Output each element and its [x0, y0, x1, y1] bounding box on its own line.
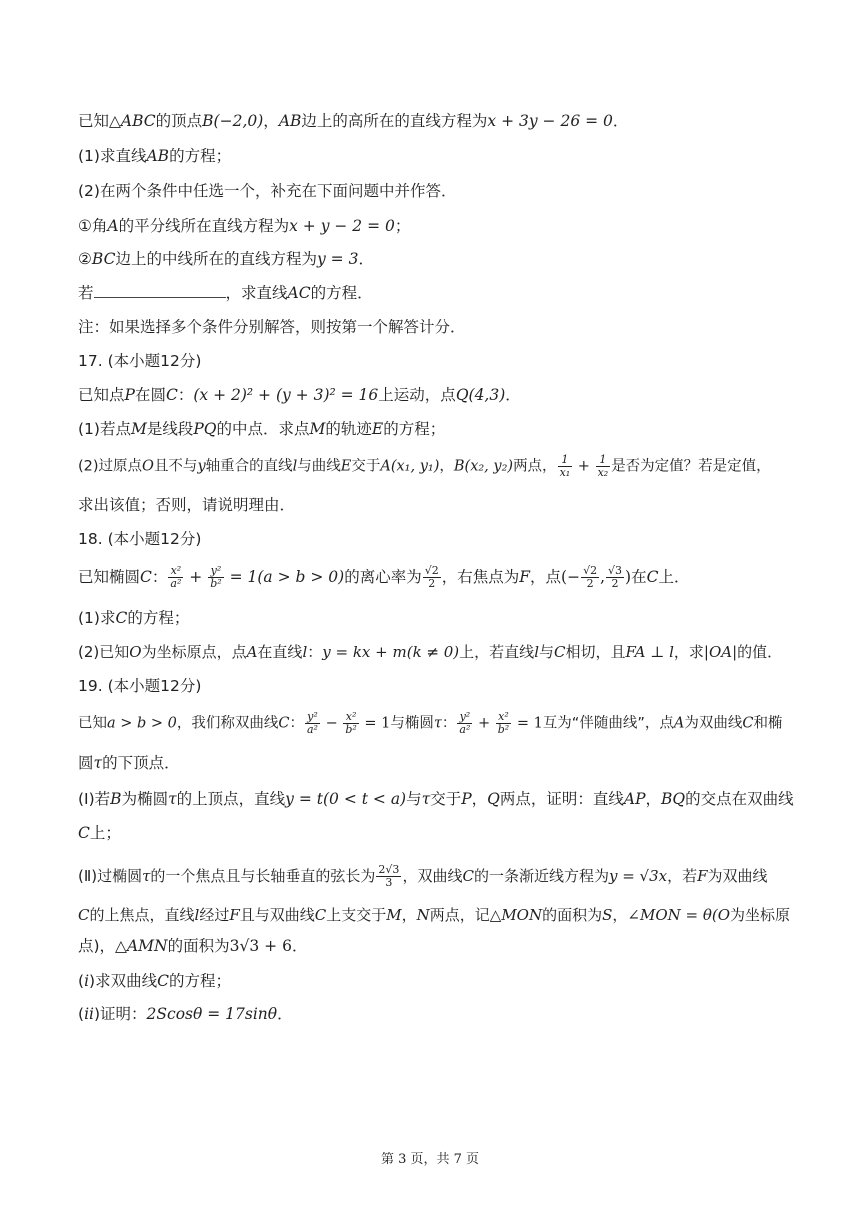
- fraction: [596, 454, 611, 479]
- numerator: y²: [305, 711, 320, 724]
- text: 经过: [199, 906, 230, 924]
- q16-intro: [78, 110, 790, 132]
- math: y = √3x: [608, 867, 668, 885]
- math: C: [157, 972, 169, 990]
- q18-intro: [78, 565, 790, 590]
- fraction: [305, 711, 320, 736]
- text: 的方程．: [310, 284, 373, 302]
- math: C: [140, 568, 152, 586]
- q16-if-line: [78, 282, 790, 304]
- question-header: 19. (本小题12分): [78, 677, 202, 695]
- text: ．: [505, 386, 521, 404]
- q19-intro: [78, 711, 790, 736]
- math: a > b > 0: [107, 715, 177, 732]
- q17-part2: [78, 454, 790, 479]
- text: ，: [612, 906, 628, 924]
- numerator: √3: [608, 564, 623, 577]
- math: MON: [501, 906, 543, 924]
- math: ii: [84, 1005, 94, 1023]
- text: 且不与: [153, 458, 198, 475]
- math: C: [314, 906, 327, 924]
- numerator: y²: [457, 711, 472, 724]
- text: 与曲线: [297, 458, 341, 475]
- q17-header: [78, 350, 790, 372]
- text: 圆: [78, 754, 94, 772]
- text: 两点，记△: [429, 906, 502, 924]
- math: O: [129, 643, 142, 661]
- text: ；: [394, 217, 411, 235]
- math: F: [697, 867, 708, 885]
- text: (2)过原点: [78, 458, 143, 475]
- q16-condition2: [78, 248, 790, 270]
- text: 为坐标原点，点: [141, 643, 247, 661]
- math: C: [78, 906, 90, 924]
- math: FA ⊥ l: [625, 643, 674, 661]
- math: F: [229, 906, 240, 924]
- q18-part2: [78, 641, 790, 663]
- text: 交于: [430, 790, 462, 808]
- text: ，右焦点为: [441, 568, 520, 586]
- math: ,: [600, 568, 606, 586]
- text: (1)求: [78, 609, 116, 627]
- numerator: √2: [424, 564, 439, 577]
- math: F: [519, 568, 530, 586]
- q18-header: [78, 528, 790, 550]
- math: y = 3: [316, 250, 359, 268]
- math: τ: [142, 867, 151, 885]
- text: ，: [471, 790, 488, 808]
- text: 轴重合的直线: [205, 458, 293, 475]
- text: ：: [307, 643, 323, 661]
- text: 已知△: [78, 112, 121, 130]
- text: ，若: [667, 867, 698, 885]
- math: AMN: [126, 937, 168, 955]
- text: (2)在两个条件中任选一个，补充在下面问题中并作答．: [78, 182, 457, 200]
- denominator: b²: [497, 723, 510, 736]
- question-header: 18. (本小题12分): [78, 530, 202, 548]
- math: l: [302, 643, 308, 661]
- text: 在: [631, 568, 647, 586]
- text: 的一条渐近线方程为: [473, 867, 609, 885]
- denominator: 2: [428, 577, 436, 590]
- math: τ: [93, 754, 103, 772]
- answer-blank: [94, 283, 226, 298]
- denominator: a²: [170, 577, 182, 590]
- text: 的上焦点，直线: [89, 906, 195, 924]
- math: M: [386, 906, 402, 924]
- q17-part1: [78, 418, 790, 440]
- text: (1)若点: [78, 420, 131, 438]
- text: ，: [401, 906, 417, 924]
- fraction: [208, 565, 223, 590]
- text: ，求直线: [225, 284, 288, 302]
- math: M: [130, 420, 147, 438]
- math: C: [462, 867, 474, 885]
- math: y = kx + m(k ≠ 0): [322, 643, 460, 661]
- math: C: [78, 824, 90, 842]
- q19-part2: [78, 864, 790, 889]
- text: )证明：: [93, 1005, 147, 1023]
- text: ：: [151, 568, 168, 586]
- text: 相切，且: [565, 643, 626, 661]
- fraction: [457, 711, 472, 736]
- numerator: y²: [208, 565, 223, 578]
- math: 3√3 + 6: [229, 937, 292, 955]
- text: 边上的高所在的直线方程为: [301, 112, 488, 130]
- denominator: x₁: [559, 466, 571, 479]
- fraction: [558, 454, 573, 479]
- math: = 1: [512, 715, 543, 732]
- denominator: x₂: [597, 466, 609, 479]
- math: BC: [91, 250, 116, 268]
- text: ．: [291, 937, 308, 955]
- denominator: 2: [586, 577, 594, 590]
- denominator: 2: [611, 577, 619, 590]
- denominator: b²: [210, 577, 222, 590]
- numerator: x²: [343, 711, 358, 724]
- q18-part1: [78, 607, 790, 629]
- q19-sub-i: [78, 970, 790, 992]
- math: C: [165, 386, 178, 404]
- math: AB: [146, 147, 170, 165]
- math: A(x₁, y₁): [380, 458, 440, 475]
- math: x + 3y − 26 = 0: [487, 112, 613, 130]
- numerator: 1: [596, 454, 611, 467]
- math: P: [461, 790, 472, 808]
- q17-intro: [78, 384, 790, 406]
- fraction: [343, 711, 358, 736]
- numerator: √2: [583, 564, 598, 577]
- math: B(−2,0): [202, 112, 264, 130]
- math: Q: [487, 790, 500, 808]
- q19-part1: [78, 788, 794, 810]
- q19-intro-cont: [78, 752, 790, 774]
- denominator: 3: [385, 876, 393, 889]
- denominator: a²: [459, 723, 471, 736]
- math: C: [115, 609, 128, 627]
- text: ：: [441, 715, 457, 732]
- text: )求双曲线: [89, 972, 158, 990]
- text: 互为“伴随曲线”，点: [542, 715, 674, 732]
- math: B: [110, 790, 122, 808]
- text: 与椭圆: [390, 715, 434, 732]
- text: 的平分线所在直线方程为: [118, 217, 290, 235]
- q19-sub-ii: [78, 1003, 790, 1025]
- math: l: [534, 643, 539, 661]
- math: +: [473, 715, 495, 732]
- denominator: a²: [307, 723, 318, 736]
- math: C: [554, 643, 566, 661]
- question-header: 17. (本小题12分): [78, 352, 202, 370]
- text: 在圆: [134, 386, 166, 404]
- math: l: [194, 906, 200, 924]
- math: AP: [623, 790, 646, 808]
- text: 的交点在双曲线: [685, 790, 794, 808]
- text: ①角: [78, 217, 108, 235]
- text: ．: [358, 250, 374, 268]
- math: PQ: [193, 420, 217, 438]
- text: ②: [78, 250, 92, 268]
- text: 已知点: [78, 386, 125, 404]
- text: 的方程；: [168, 972, 231, 990]
- text: ，我们称双曲线: [176, 715, 279, 732]
- text: 的值．: [737, 643, 783, 661]
- q19-part1-cont: [78, 822, 790, 844]
- math: N: [416, 906, 430, 924]
- math: τ: [168, 790, 177, 808]
- math: A: [673, 715, 685, 732]
- math: A: [246, 643, 258, 661]
- text: 在直线: [257, 643, 303, 661]
- text: (: [78, 972, 85, 990]
- math: ABC: [120, 112, 156, 130]
- numerator: x²: [496, 711, 511, 724]
- q16-part1: [78, 145, 790, 167]
- text: ．: [612, 112, 629, 130]
- math: P: [124, 386, 135, 404]
- math: l: [292, 458, 298, 475]
- denominator: b²: [345, 723, 357, 736]
- fraction: [376, 864, 401, 889]
- text: 为双曲线: [684, 715, 743, 732]
- text: 的方程；: [169, 147, 232, 165]
- q19-header: [78, 675, 790, 697]
- math: C: [278, 715, 290, 732]
- text: ，: [263, 112, 279, 130]
- text: 为坐标原: [730, 906, 791, 924]
- text: ，求: [673, 643, 704, 661]
- text: 的轨迹: [325, 420, 372, 438]
- text: 的离心率为: [344, 568, 422, 586]
- text: 点)，△: [78, 937, 127, 955]
- math: τ: [433, 715, 442, 732]
- text: 的顶点: [155, 112, 203, 130]
- text: (Ⅱ)过椭圆: [78, 867, 143, 885]
- text: 两点，: [513, 458, 557, 475]
- math: (x + 2)² + (y + 3)² = 16: [193, 386, 379, 404]
- math: +: [184, 568, 208, 586]
- text: 的方程；: [383, 420, 446, 438]
- math: = 1: [359, 715, 391, 732]
- q16-note: [78, 316, 790, 338]
- math: C: [742, 715, 754, 732]
- q16-condition1: [78, 215, 790, 237]
- fraction: [581, 565, 599, 590]
- fraction: [168, 565, 183, 590]
- text: 的面积为: [542, 906, 603, 924]
- text: 已知: [78, 715, 107, 732]
- text: 交于: [351, 458, 381, 475]
- text: 的方程；: [127, 609, 190, 627]
- text: 若: [78, 284, 94, 302]
- text: (Ⅰ)若: [78, 790, 111, 808]
- text: 是否为定值？若是定值，: [611, 458, 771, 475]
- text: 上运动，点: [378, 386, 456, 404]
- text: ．: [277, 1005, 293, 1023]
- math: BQ: [661, 790, 686, 808]
- math: Q(4,3): [455, 386, 506, 404]
- math: ∠MON = θ(O: [627, 906, 731, 924]
- text: 的面积为: [167, 937, 230, 955]
- page-footer: 第 3 页，共 7 页: [380, 1152, 480, 1167]
- math: C: [646, 568, 659, 586]
- math: S: [602, 906, 613, 924]
- text: 的中点．求点: [216, 420, 310, 438]
- fraction: [606, 565, 624, 590]
- math: 2Scosθ = 17sinθ: [146, 1005, 278, 1023]
- math: E: [371, 420, 384, 438]
- q19-part2-cont: [78, 904, 790, 926]
- text: 是线段: [146, 420, 194, 438]
- math: y: [197, 458, 206, 475]
- text: (2)已知: [78, 643, 130, 661]
- text: ，双曲线: [402, 867, 463, 885]
- text: 为椭圆: [121, 790, 169, 808]
- math: x + y − 2 = 0: [289, 217, 395, 235]
- math: τ: [421, 790, 431, 808]
- math: +: [573, 458, 595, 475]
- text: 已知椭圆: [78, 568, 141, 586]
- text: 的下顶点．: [102, 754, 180, 772]
- q16-part2: [78, 180, 790, 202]
- math: y = t(0 < t < a): [285, 790, 407, 808]
- text: 且与双曲线: [239, 906, 315, 924]
- text: 边上的中线所在的直线方程为: [115, 250, 317, 268]
- math: (−: [561, 568, 581, 586]
- text: ，: [439, 458, 454, 475]
- text: 为双曲线: [707, 867, 768, 885]
- text: 两点，证明：直线: [499, 790, 624, 808]
- fraction: [496, 711, 511, 736]
- numerator: 1: [558, 454, 573, 467]
- text: 的一个焦点且与长轴垂直的弦长为: [150, 867, 376, 885]
- q19-part2-cont2: [78, 935, 790, 957]
- math: ): [625, 568, 632, 586]
- text: ：: [177, 386, 194, 404]
- numerator: 2√3: [378, 863, 400, 876]
- text: (1)求直线: [78, 147, 147, 165]
- text: 注：如果选择多个条件分别解答，则按第一个解答计分．: [78, 318, 466, 336]
- math: AB: [278, 112, 302, 130]
- math: i: [84, 972, 90, 990]
- math: M: [309, 420, 326, 438]
- text: 与: [539, 643, 555, 661]
- math: AC: [287, 284, 311, 302]
- text: 求出该值；否则，请说明理由．: [78, 496, 296, 514]
- numerator: x²: [168, 565, 183, 578]
- text: ：: [289, 715, 304, 732]
- math: E: [340, 458, 352, 475]
- math: = 1(a > b > 0): [224, 568, 345, 586]
- text: 上．: [658, 568, 690, 586]
- math: A: [107, 217, 119, 235]
- text: (: [78, 1005, 85, 1023]
- fraction: [423, 565, 441, 590]
- q17-part2-cont: [78, 494, 790, 516]
- text: ，点: [530, 568, 562, 586]
- text: 的上顶点，直线: [176, 790, 286, 808]
- text: 上；: [89, 824, 121, 842]
- math: |OA|: [703, 643, 738, 661]
- math: O: [142, 458, 154, 475]
- text: 上支交于: [326, 906, 387, 924]
- math: −: [320, 715, 343, 732]
- text: 和椭: [753, 715, 783, 732]
- text: 上，若直线: [459, 643, 535, 661]
- text: ，: [645, 790, 662, 808]
- text: 与: [406, 790, 422, 808]
- math: B(x₂, y₂): [453, 458, 514, 475]
